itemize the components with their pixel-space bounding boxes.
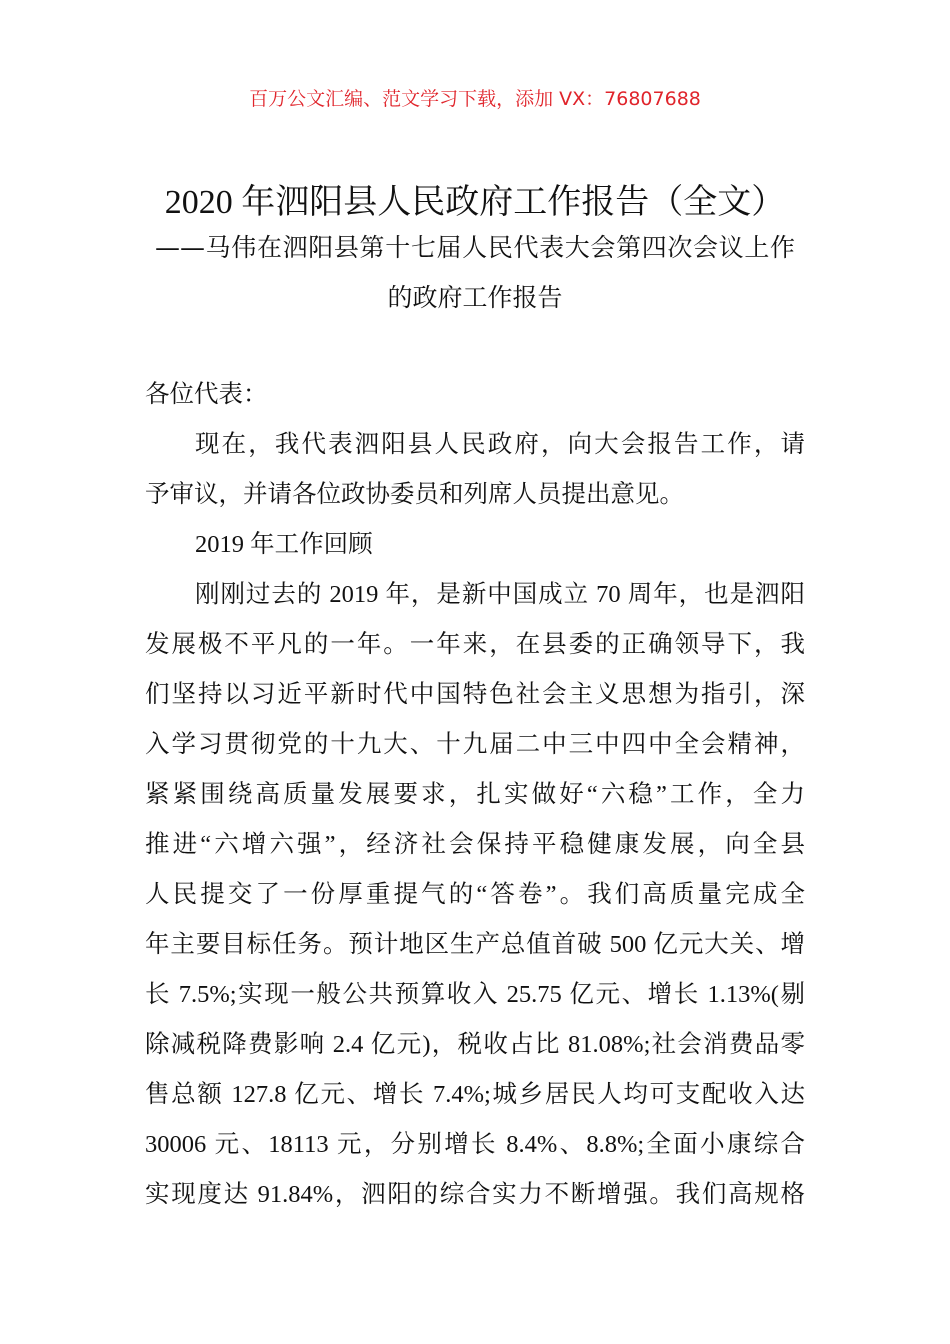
body-line: 发展极不平凡的一年。一年来，在县委的正确领导下，我: [145, 631, 805, 658]
body-line: 除减税降费影响 2.4 亿元)，税收占比 81.08%;社会消费品零: [145, 1031, 805, 1058]
document-title: 2020 年泗阳县人民政府工作报告（全文）: [164, 184, 786, 221]
body-line: 年主要目标任务。预计地区生产总值首破 500 亿元大关、增: [145, 931, 805, 958]
document-subtitle-line-1: ——马伟在泗阳县第十七届人民代表大会第四次会议上作: [155, 233, 795, 262]
salutation: 各位代表：: [145, 381, 268, 408]
body-line: 现在，我代表泗阳县人民政府，向大会报告工作，请: [195, 431, 805, 458]
body-line: 人民提交了一份厚重提气的“答卷”。我们高质量完成全: [145, 881, 805, 908]
body-line: 刚刚过去的 2019 年，是新中国成立 70 周年，也是泗阳: [195, 581, 805, 608]
body-line: 紧紧围绕高质量发展要求，扎实做好“六稳”工作，全力: [145, 781, 805, 808]
body-line: 入学习贯彻党的十九大、十九届二中三中四中全会精神，: [145, 731, 805, 758]
body-line: 长 7.5%;实现一般公共预算收入 25.75 亿元、增长 1.13%(剔: [145, 981, 805, 1008]
body-line: 予审议，并请各位政协委员和列席人员提出意见。: [145, 481, 684, 508]
body-line: 售总额 127.8 亿元、增长 7.4%;城乡居民人均可支配收入达: [145, 1081, 805, 1108]
document-subtitle-line-2: 的政府工作报告: [387, 283, 563, 312]
body-line: 30006 元、18113 元，分别增长 8.4%、8.8%;全面小康综合: [145, 1131, 805, 1158]
body-line: 推进“六增六强”，经济社会保持平稳健康发展，向全县: [145, 831, 805, 858]
section-heading: 2019 年工作回顾: [195, 531, 373, 558]
watermark-banner: 百万公文汇编、范文学习下载，添加 VX：76807688: [249, 88, 701, 110]
body-line: 实现度达 91.84%，泗阳的综合实力不断增强。我们高规格: [145, 1181, 805, 1208]
body-line: 们坚持以习近平新时代中国特色社会主义思想为指引，深: [145, 681, 805, 708]
